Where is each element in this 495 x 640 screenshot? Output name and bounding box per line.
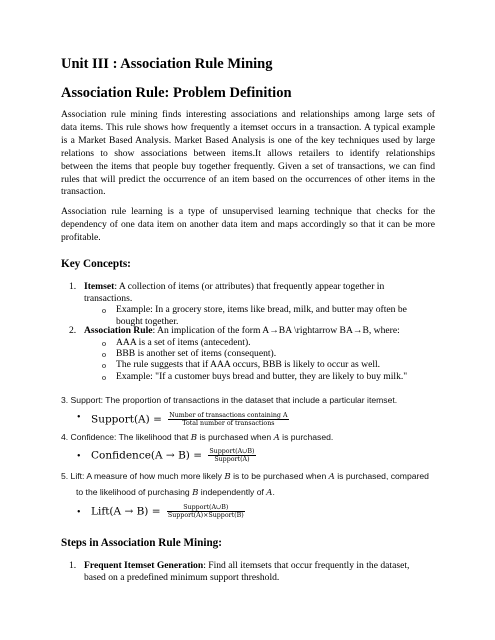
label-text: 4. Confidence: The likelihood that: [61, 432, 191, 442]
lift-label: [61, 471, 429, 482]
fraction-denominator: Support(A)×Support(B): [167, 512, 244, 519]
confidence-formula: [91, 448, 256, 463]
label-text: is to be purchased when: [230, 471, 329, 481]
definition-text: : An implication of the form A→BA \rightarrow BA→B, where:: [152, 325, 400, 336]
formula-lhs: Support(A) =: [91, 413, 162, 426]
formula-lhs: Lift(A → B) =: [91, 505, 161, 518]
page-title: Unit III : Association Rule Mining: [61, 56, 273, 72]
label-text: is purchased, compared: [334, 471, 429, 481]
label-text: .: [272, 487, 275, 497]
paragraph-definition: [61, 206, 435, 245]
sub-item: BBB is another set of items (consequent).: [116, 348, 277, 359]
math-var: B: [192, 488, 199, 498]
paragraph-line: between the items that people buy together frequently. Given a set of transactions, we can find: [61, 160, 435, 172]
paragraph-line: Association rule mining finds interesting associations and relationships among large sets of: [61, 109, 435, 120]
formula-fraction: [168, 412, 288, 427]
paragraph-line: data items. This rule shows how frequently a itemset occurs in a transaction. A typical example: [61, 121, 435, 133]
fraction-numerator: Support(A∪B): [167, 504, 245, 512]
bullet-icon: o: [102, 361, 106, 370]
paragraph-intro: [61, 109, 435, 199]
list-item-association-rule: [84, 325, 400, 338]
list-item-frequent-itemset: [84, 560, 409, 573]
paragraph-line: rules that will predict the occurrence of an item based on the occurrences of other items in the: [61, 173, 435, 185]
paragraph-line: transaction.: [61, 186, 106, 198]
example-text-cont: bought together.: [116, 316, 179, 327]
definition-text-cont: based on a predefined minimum support threshold.: [84, 572, 280, 583]
confidence-label: [61, 432, 333, 443]
bullet-dot-icon: •: [77, 507, 81, 518]
label-text: independently of: [198, 487, 267, 497]
lift-formula: [91, 504, 245, 519]
support-formula: [91, 412, 289, 427]
formula-fraction: [208, 448, 255, 463]
support-label: 3. Support: The proportion of transactions in the dataset that include a particular itemset.: [61, 395, 398, 405]
definition-text-cont: transactions.: [84, 293, 133, 304]
math-var: A: [328, 472, 335, 482]
definition-text: : A collection of items (or attributes) that frequently appear together in: [114, 281, 385, 292]
sub-item: AAA is a set of items (antecedent).: [116, 337, 251, 348]
label-text: is purchased.: [279, 432, 334, 442]
bullet-dot-icon: •: [77, 451, 81, 462]
list-number: 2.: [69, 325, 77, 336]
fraction-numerator: Number of transactions containing A: [169, 412, 288, 419]
bullet-icon: o: [102, 373, 106, 382]
paragraph-line: is a Market Based Analysis. Market Based Analysis is one of the key techniques used by large: [61, 134, 435, 146]
list-number: 1.: [69, 560, 77, 571]
label-text: is purchased when: [197, 432, 274, 442]
key-concepts-heading: Key Concepts:: [61, 258, 131, 270]
bullet-dot-icon: •: [77, 412, 81, 423]
list-item-itemset: [84, 281, 384, 294]
paragraph-line: relations to show associations between items.It allows retailers to identify relationships: [61, 147, 435, 159]
math-var: B: [190, 433, 198, 443]
sub-item: Example: "If a customer buys bread and butter, they are likely to buy milk.": [116, 371, 408, 382]
sub-item: The rule suggests that if AAA occurs, BBB is likely to occur as well.: [116, 359, 381, 370]
example-text: Example: In a grocery store, items like bread, milk, and butter may often be: [116, 304, 407, 315]
formula-fraction: [167, 504, 245, 519]
bullet-icon: o: [102, 339, 106, 348]
math-var: B: [224, 472, 231, 482]
fraction-denominator: Support(A): [214, 456, 250, 463]
term: Association Rule: [84, 325, 153, 336]
paragraph-line: dependency of one data item on another data item and maps accordingly so that it can be more: [61, 218, 435, 230]
term: Itemset: [84, 281, 115, 292]
math-var: A: [273, 433, 280, 443]
steps-heading: Steps in Association Rule Mining:: [61, 537, 222, 549]
label-text: to the likelihood of purchasing: [76, 487, 193, 497]
bullet-icon: o: [102, 350, 106, 359]
list-number: 1.: [69, 281, 77, 292]
section-heading: Association Rule: Problem Definition: [61, 85, 292, 101]
math-var: A: [266, 488, 273, 498]
formula-lhs: Confidence(A → B) =: [91, 449, 203, 462]
fraction-denominator: Total number of transactions: [182, 420, 275, 427]
definition-text: : Find all itemsets that occur frequently in the dataset,: [203, 560, 410, 571]
bullet-icon: o: [102, 306, 106, 315]
paragraph-line: profitable.: [61, 231, 101, 243]
lift-label-cont: [76, 487, 275, 498]
label-text: 5. Lift: A measure of how much more likely: [61, 471, 225, 481]
fraction-numerator: Support(A∪B): [209, 448, 255, 455]
term: Frequent Itemset Generation: [84, 560, 204, 571]
paragraph-line: Association rule learning is a type of unsupervised learning technique that checks for the: [61, 206, 435, 217]
